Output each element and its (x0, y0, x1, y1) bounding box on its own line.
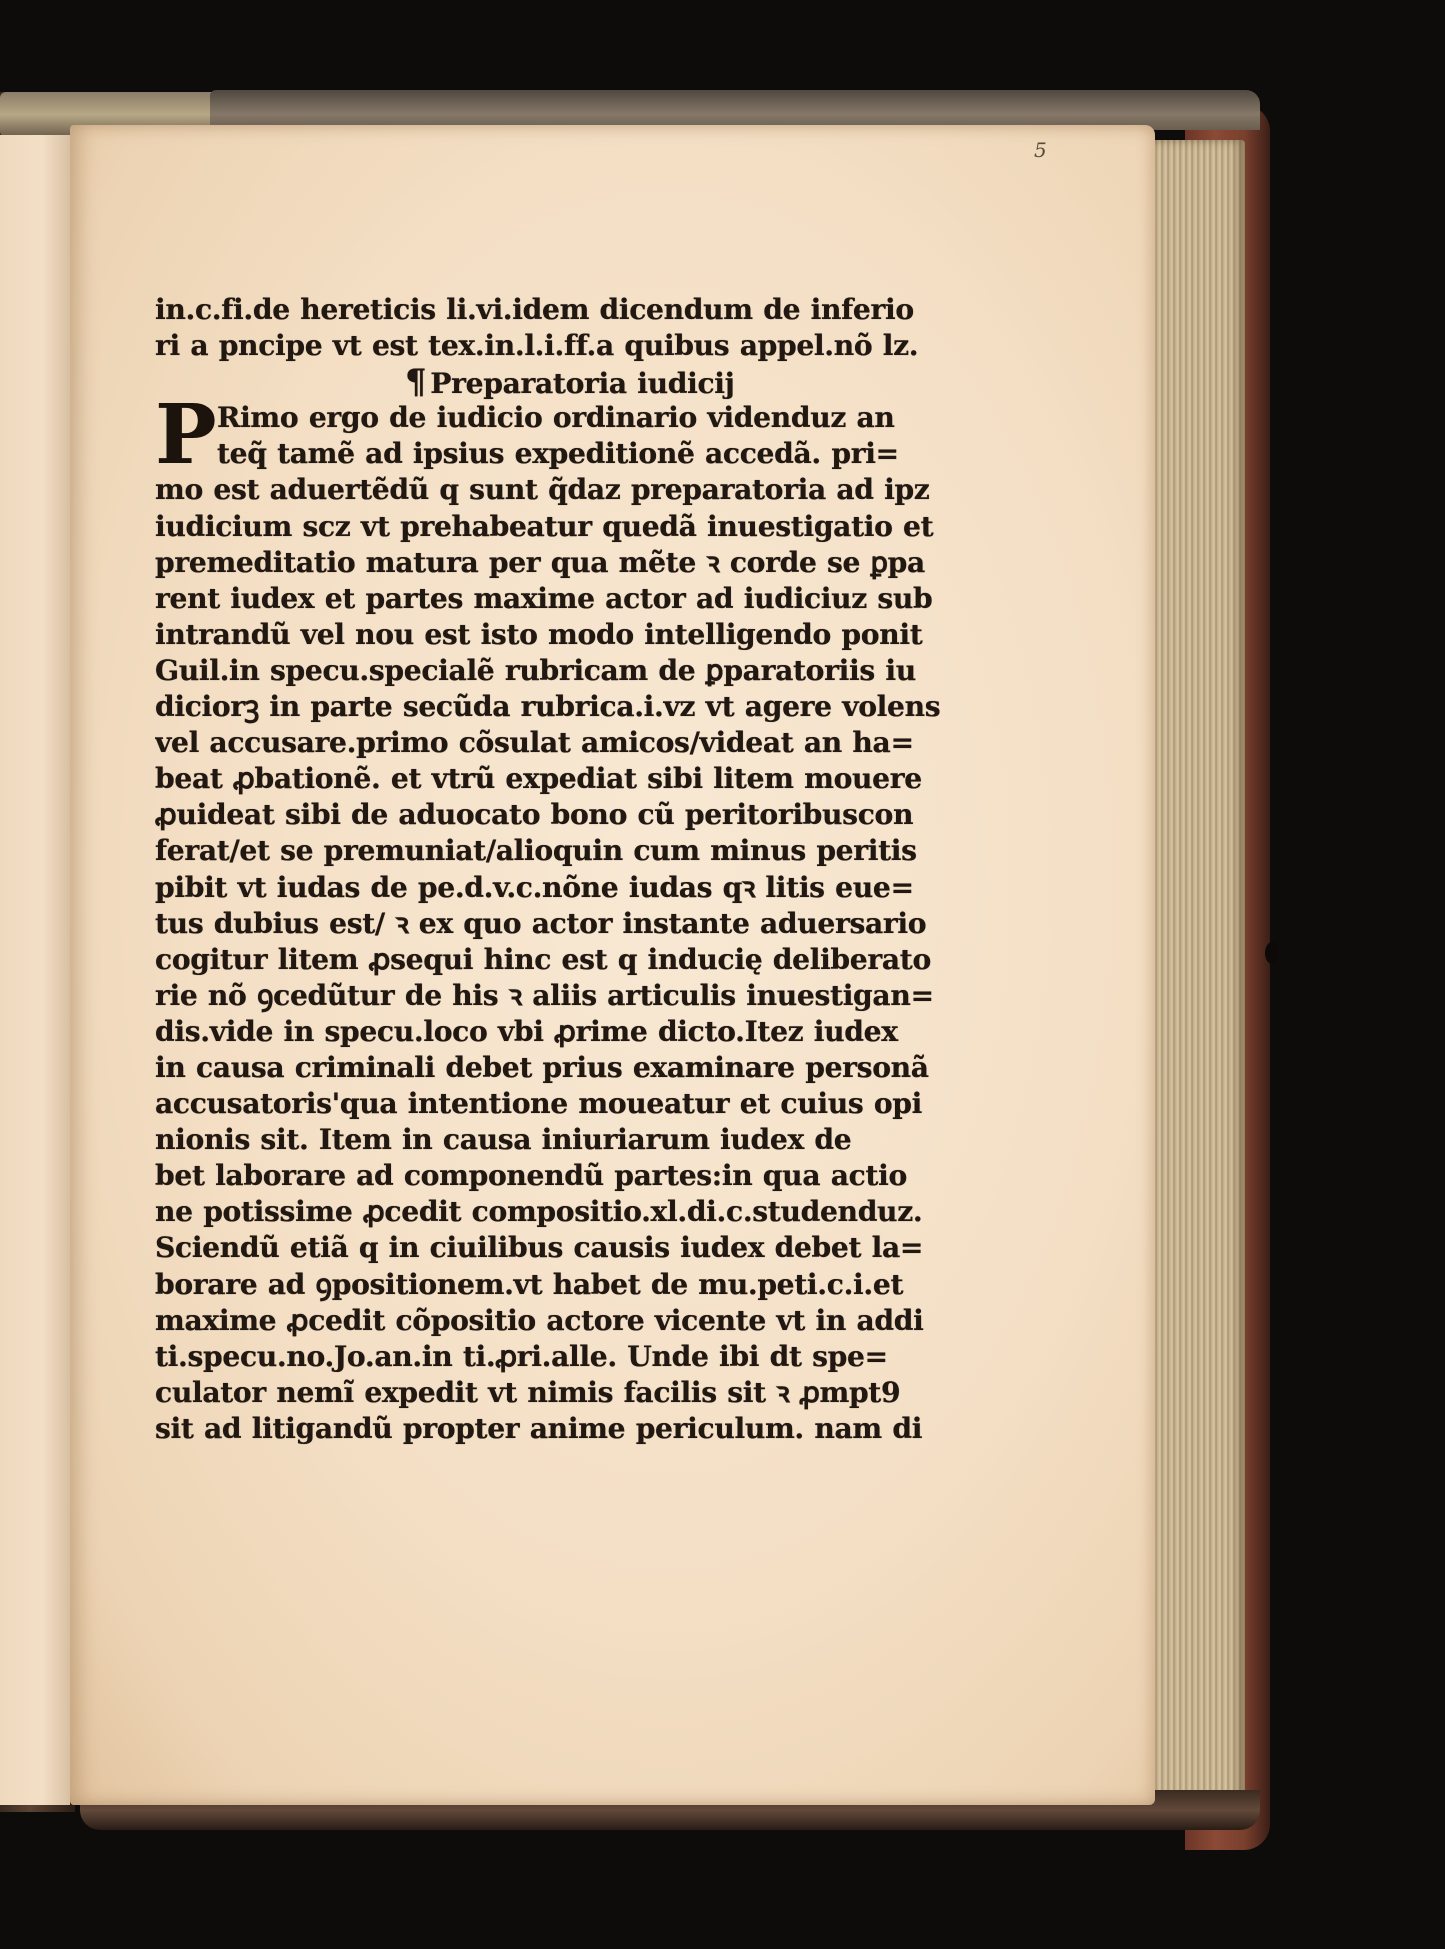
text-line: teq̃ tamẽ ad ipsius expeditionẽ accedã. pri= (217, 437, 899, 471)
text-line: ti.specu.no.Jo.an.in ti.ꝓri.alle. Unde ibi dt spe= (155, 1339, 888, 1373)
pilcrow-mark: ¶ (405, 364, 427, 401)
text-line: rie nõ ꝯcedũtur de his ꝛ aliis articulis inuestigan= (155, 978, 934, 1012)
text-line: tus dubius est/ ꝛ ex quo actor instante aduersario (155, 906, 927, 940)
facing-page (0, 135, 70, 1805)
folio-number: 5 (1034, 138, 1047, 162)
text-line: pibit vt iudas de pe.d.v.c.nõne iudas qꝛ litis eue= (155, 870, 914, 904)
text-line: cogitur litem ꝓsequi hinc est q inducię deliberato (155, 942, 931, 976)
text-line: in.c.fi.de hereticis li.vi.idem dicendum de inferio (155, 293, 914, 326)
text-line: diciorꝫ in parte secũda rubrica.i.vz vt agere volens (155, 690, 941, 724)
text-line: beat ꝓbationẽ. et vtrũ expediat sibi litem mouere (155, 762, 922, 796)
text-line: in causa criminali debet prius examinare personã (155, 1050, 929, 1084)
text-line: Guil.in specu.specialẽ rubricam de ꝑparatoriis iu (155, 653, 916, 687)
text-block (155, 292, 945, 1447)
text-line: borare ad ꝯpositionem.vt habet de mu.peti.c.i.et (155, 1267, 904, 1301)
text-line: intrandũ vel nou est isto modo intelligendo ponit (155, 617, 923, 651)
text-line: bet laborare ad componendũ partes:in qua actio (155, 1159, 907, 1193)
text-line: ꝓuideat sibi de aduocato bono cũ peritoribuscon (155, 798, 914, 832)
text-line: culator nemĩ expedit vt nimis facilis sit ꝛ ꝓmpt9 (155, 1375, 901, 1409)
top-board-edge (210, 90, 1260, 130)
worm-hole (1265, 942, 1279, 964)
text-line: maxime ꝓcedit cõpositio actore vicente vt in addi (155, 1303, 924, 1337)
text-line: rent iudex et partes maxime actor ad iudiciuz sub (155, 581, 933, 615)
text-line: ri a pncipe vt est tex.in.l.i.ff.a quibus appel.nõ lz. (155, 329, 919, 363)
text-line: ne potissime ꝓcedit compositio.xl.di.c.studenduz. (155, 1195, 923, 1229)
text-line: Rimo ergo de iudicio ordinario videnduz an (217, 401, 895, 435)
heading-text: Preparatoria iudicij (430, 367, 735, 401)
text-line: mo est aduertẽdũ q sunt q̃daz preparatoria ad ipz (155, 473, 930, 507)
text-line: nionis sit. Item in causa iniuriarum iudex de (155, 1123, 852, 1157)
drop-cap-initial: P (155, 387, 217, 483)
text-line: Sciendũ etiã q in ciuilibus causis iudex debet la= (155, 1231, 924, 1265)
text-line: accusatoris'qua intentione moueatur et cuius opi (155, 1087, 923, 1121)
text-line: vel accusare.primo cõsulat amicos/videat an ha= (155, 726, 914, 760)
text-line: dis.vide in specu.loco vbi ꝓrime dicto.Itez iudex (155, 1014, 898, 1048)
text-line: premeditatio matura per qua mẽte ꝛ corde se ꝑpa (155, 545, 925, 579)
text-line: iudicium scz vt prehabeatur quedã inuestigatio et (155, 509, 934, 543)
text-line: sit ad litigandũ propter anime periculum. nam di (155, 1411, 923, 1445)
text-line: ferat/et se premuniat/alioquin cum minus peritis (155, 834, 917, 868)
section-heading (155, 364, 945, 400)
